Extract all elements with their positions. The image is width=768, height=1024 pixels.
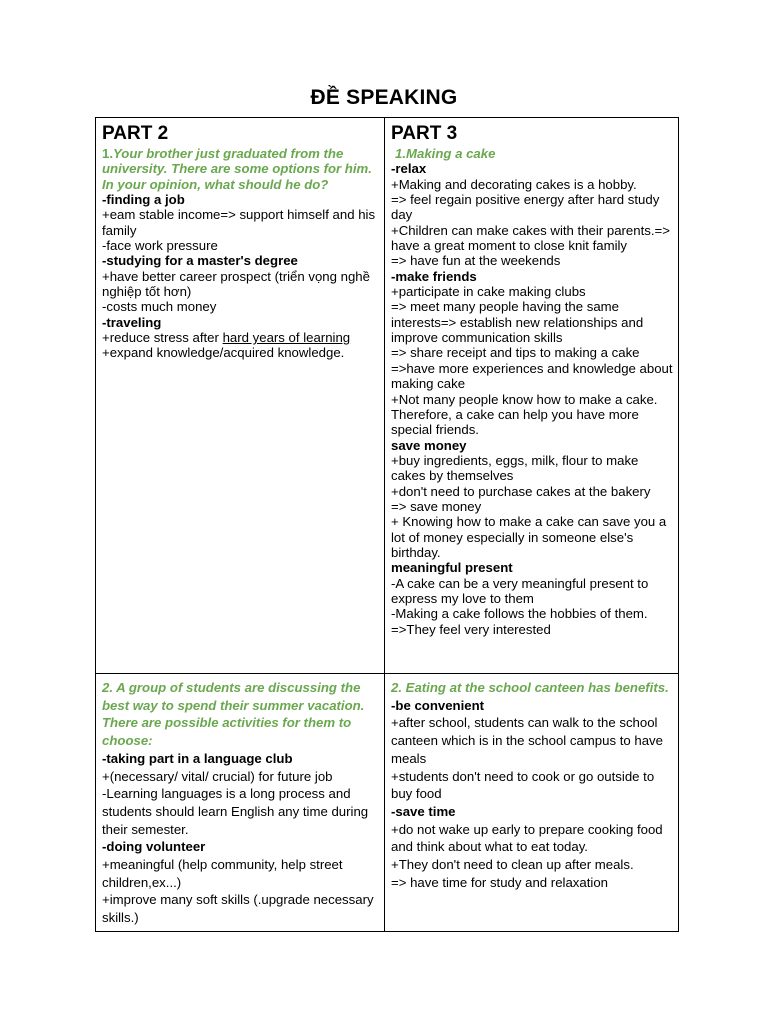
part2-line: +eam stable income=> support himself and his family: [102, 207, 376, 238]
part3-line: => share receipt and tips to making a cake: [391, 345, 640, 361]
part3-line: save money: [391, 437, 467, 453]
part3-line: -relax: [391, 161, 427, 177]
part3-line: => save money: [391, 498, 482, 514]
part3-q2-line: -save time: [391, 803, 456, 819]
part2-q2-line: +(necessary/ vital/ crucial) for future job: [102, 768, 333, 784]
part2-q2-line: +improve many soft skills (.upgrade necessary skills.): [102, 892, 374, 926]
part2-heading: PART 2: [102, 123, 169, 144]
part2-question-1-number: 1.: [102, 146, 113, 161]
part3-line: +don't need to purchase cakes at the bakery: [391, 483, 651, 499]
part3-question-2: 2. Eating at the school canteen has benefits.: [391, 680, 669, 695]
part2-question-1: [102, 146, 379, 192]
part3-q2-line: +do not wake up early to prepare cooking food and think about what to eat today.: [391, 821, 663, 855]
part2-line: +expand knowledge/acquired knowledge.: [102, 345, 345, 361]
part3-line: => feel regain positive energy after hard study day: [391, 192, 660, 223]
part3-q2-line: -be convenient: [391, 697, 485, 713]
part2-line: -traveling: [102, 314, 162, 330]
part3-line: -A cake can be a very meaningful present to express my love to them: [391, 575, 649, 606]
part3-line: +participate in cake making clubs: [391, 284, 586, 300]
part3-line: => have fun at the weekends: [391, 253, 561, 269]
part2-question-2: 2. A group of students are discussing the best way to spend their summer vacation. There are possible activities for them to choose:: [102, 680, 365, 749]
part2-q2-line: -Learning languages is a long process and students should learn English any time during their semester.: [102, 786, 369, 837]
part3-line: + Knowing how to make a cake can save you a lot of money especially in someone else's birthday.: [391, 514, 667, 560]
part3-line: =>have more experiences and knowledge about making cake: [391, 360, 673, 392]
part3-line: +buy ingredients, eggs, milk, flour to make cakes by themselves: [391, 452, 639, 484]
part2-question-1-text: Your brother just graduated from the university. There are some options for him. In your opinion, what should he do?: [102, 146, 372, 192]
part3-line: +Children can make cakes with their parents.=> have a great moment to close knit family: [391, 222, 670, 254]
part3-q2-line: +They don't need to clean up after meals.: [391, 857, 634, 873]
part2-question-2-cell: [96, 674, 385, 932]
part2-line: +reduce stress after hard years of learning: [102, 330, 351, 346]
part3-cell: [385, 118, 679, 674]
speaking-table: [95, 117, 679, 932]
part3-line: +Making and decorating cakes is a hobby.: [391, 176, 637, 192]
part2-line: -costs much money: [102, 299, 217, 315]
part3-line: -Making a cake follows the hobbies of them.: [391, 606, 648, 622]
part3-question-1: 1.Making a cake: [395, 146, 496, 161]
part2-cell: [96, 118, 385, 674]
document-title: ĐỀ SPEAKING: [310, 86, 458, 109]
underlined-phrase: hard years of learning: [222, 330, 351, 346]
part2-line: +have better career prospect (triển vọng nghề nghiệp tốt hơn): [102, 268, 370, 300]
part3-q2-line: +students don't need to cook or go outside to buy food: [391, 768, 655, 802]
part2-q2-line: -doing volunteer: [102, 839, 206, 855]
part2-q2-line: +meaningful (help community, help street children,ex...): [102, 857, 343, 890]
part3-q2-line: => have time for study and relaxation: [391, 874, 608, 890]
part3-line: =>They feel very interested: [391, 621, 551, 637]
part3-line: -make friends: [391, 268, 477, 284]
part3-question-2-cell: [385, 674, 679, 932]
part3-line: +Not many people know how to make a cake. Therefore, a cake can help you have more special friends.: [391, 391, 658, 438]
part3-line: meaningful present: [391, 560, 513, 576]
part2-line: -face work pressure: [102, 238, 218, 254]
part2-line: -finding a job: [102, 192, 185, 208]
part2-q2-line: -taking part in a language club: [102, 750, 293, 766]
part2-line: -studying for a master's degree: [102, 253, 298, 269]
part3-line: => meet many people having the same interests=> establish new relationships and improve communication skills: [391, 299, 644, 346]
part3-q2-line: +after school, students can walk to the school canteen which is in the school campus to have meals: [391, 715, 663, 766]
part3-heading: PART 3: [391, 123, 458, 144]
